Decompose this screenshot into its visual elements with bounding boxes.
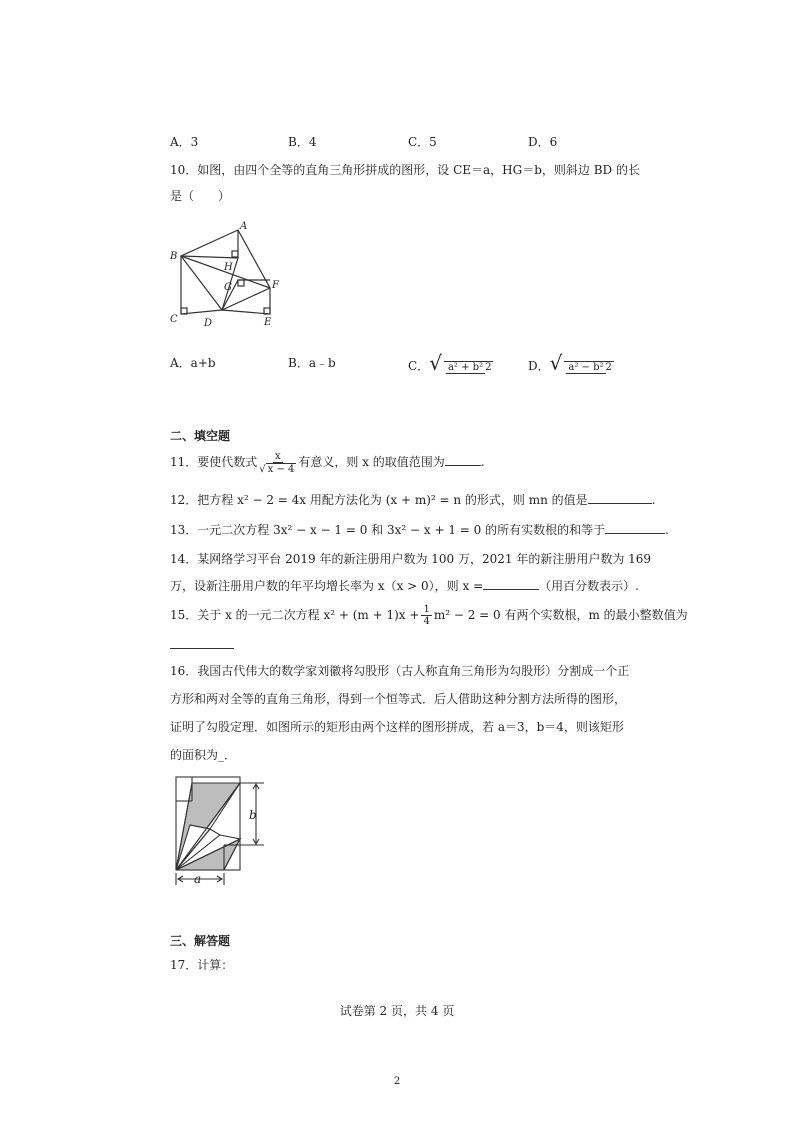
q12-pre: 12．把方程 x² − 2 = 4x 用配方法化为 (x + m)² = n 的形式，则 mn 的值是 — [170, 493, 588, 507]
q14-answer-blank[interactable] — [483, 577, 539, 590]
q14-line1: 14．某网络学习平台 2019 年的新注册用户数为 100 万，2021 年的新注册用户数为 169 — [170, 552, 652, 566]
q9-option-b: B．4 — [288, 135, 317, 149]
page-number: 2 — [393, 1076, 401, 1087]
q11-num: x — [275, 450, 281, 462]
q16-figure — [168, 773, 278, 891]
q11-end: . — [480, 455, 485, 469]
q10-option-c-den: 2 — [485, 361, 492, 373]
label-f: F — [272, 280, 279, 291]
q10-figure — [166, 218, 296, 330]
q12 — [170, 491, 656, 508]
page-footer: 试卷第 2 页，共 4 页 — [339, 1004, 455, 1018]
q13-pre: 13．一元二次方程 3x² − x − 1 = 0 和 3x² − x + 1 = 0 的所有实数根的和等于 — [170, 523, 606, 537]
q11: 11．要使代数式 $\frac{x}{√ x - 4}$ 有意义，则 x 的取值范围为 . — [170, 450, 485, 475]
q11-pre: 11．要使代数式 — [170, 455, 258, 469]
q14-line2 — [170, 577, 639, 594]
q16-line4: 的面积为_． — [170, 748, 237, 762]
q15-answer-blank[interactable] — [170, 648, 234, 649]
q13-answer-blank[interactable] — [605, 521, 665, 534]
label-h: H — [224, 262, 233, 273]
q12-answer-blank[interactable] — [588, 491, 652, 504]
q10-option-b: B．a﹣b — [288, 356, 336, 370]
q10-stem-line1: 10．如图，由四个全等的直角三角形拼成的图形，设 CE＝a，HG＝b，则斜边 BD 的长 — [170, 163, 640, 177]
q10-option-d-label: D． — [528, 359, 550, 373]
q11-post: 有意义，则 x 的取值范围为 — [298, 455, 445, 469]
q10-option-c-num: a² + b² — [447, 361, 484, 373]
label-e: E — [264, 317, 272, 328]
q10-option-d-num: a² − b² — [568, 361, 604, 373]
label-a-dim: a — [194, 872, 202, 886]
q12-end: . — [651, 493, 656, 507]
q14-line2-pre: 万，设新注册用户数的年平均增长率为 x（x > 0），则 x = — [170, 579, 484, 593]
section3-title: 三、解答题 — [170, 934, 231, 948]
q15-frac-den: 4 — [423, 616, 430, 627]
q11-den: x − 4 — [267, 463, 295, 475]
q13-end: . — [665, 523, 669, 537]
q16-line2: 方形和两对全等的直角三角形，得到一个恒等式．后人借助这种分割方法所得的图形， — [170, 692, 627, 706]
q9-option-a: A．3 — [170, 135, 199, 149]
q15-post: m² − 2 = 0 有两个实数根，m 的最小整数值为 — [433, 608, 688, 622]
q11-answer-blank[interactable] — [445, 453, 481, 466]
label-g: G — [224, 282, 232, 293]
q10-stem-line2: 是（ ） — [170, 189, 231, 203]
label-d: D — [204, 318, 213, 329]
q15-frac-num: 1 — [423, 604, 430, 615]
section2-title: 二、填空题 — [170, 429, 231, 443]
label-a: A — [240, 221, 248, 232]
label-b: B — [170, 251, 178, 262]
q13 — [170, 521, 669, 538]
q10-option-d-den: 2 — [605, 361, 612, 373]
q9-option-c: C．5 — [408, 135, 437, 149]
q9-option-d: D．6 — [528, 135, 558, 149]
q16-line3: 证明了勾股定理．如图所示的矩形由两个这样的图形拼成，若 a＝3，b＝4，则该矩形 — [170, 720, 624, 734]
q10-option-a: A．a+b — [170, 356, 216, 370]
q10-option-c-label: C． — [408, 359, 430, 373]
q15-pre: 15．关于 x 的一元二次方程 x² + (m + 1)x + — [170, 608, 420, 622]
q17-stem: 17．计算： — [170, 958, 234, 972]
q15 — [170, 601, 688, 629]
q16-line1: 16．我国古代伟大的数学家刘徽将勾股形（古人称直角三角形为勾股形）分割成一个正 — [170, 664, 630, 678]
q14-line2-post: （用百分数表示）. — [539, 579, 639, 593]
label-c: C — [170, 314, 178, 325]
q10-option-d: D．√ a² − b² 2 — [528, 351, 612, 375]
q10-option-c: C．√ a² + b² 2 — [408, 351, 492, 375]
label-b-dim: b — [249, 808, 257, 822]
